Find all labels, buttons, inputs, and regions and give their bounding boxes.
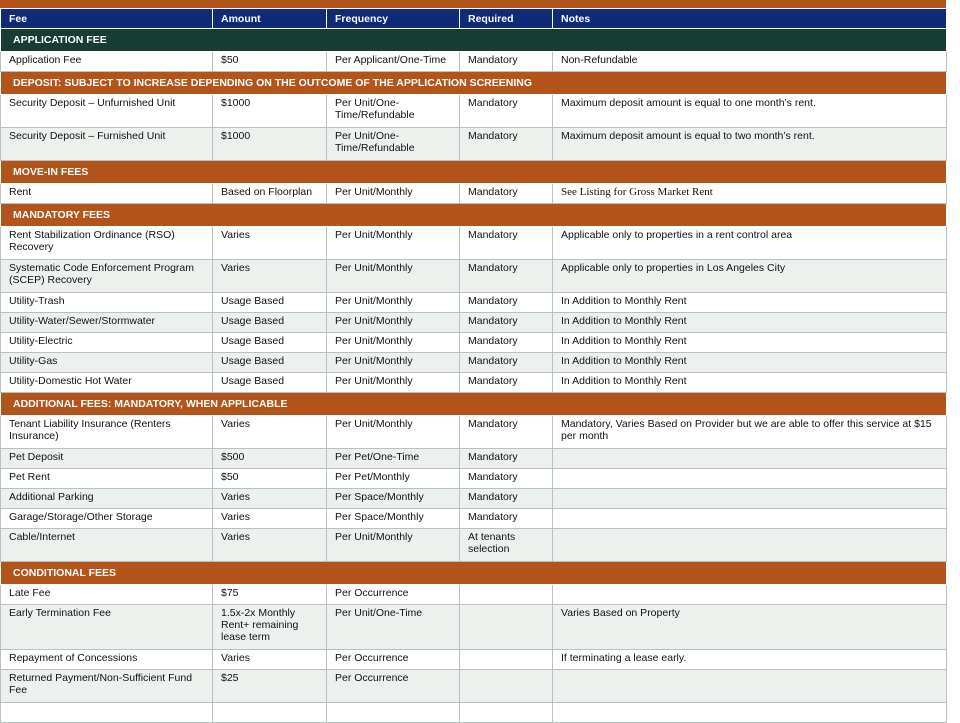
column-header-frequency: Frequency [327, 9, 460, 29]
notes-cell [553, 585, 947, 605]
notes-cell: In Addition to Monthly Rent [553, 373, 947, 393]
table-row [1, 293, 947, 313]
fee-cell: Utility-Water/Sewer/Stormwater [1, 313, 213, 333]
table-row [1, 333, 947, 353]
fee-cell: Security Deposit – Unfurnished Unit [1, 95, 213, 128]
frequency-cell: Per Occurrence [327, 585, 460, 605]
amount-cell: $75 [213, 585, 327, 605]
table-row [1, 227, 947, 260]
frequency-cell: Per Unit/Monthly [327, 333, 460, 353]
frequency-cell: Per Occurrence [327, 650, 460, 670]
fee-cell: Utility-Gas [1, 353, 213, 373]
notes-cell: Applicable only to properties in Los Angeles City [553, 260, 947, 293]
required-cell [460, 585, 553, 605]
notes-cell: Varies Based on Property [553, 605, 947, 650]
amount-cell: 1.5x-2x Monthly Rent+ remaining lease term [213, 605, 327, 650]
notes-cell: See Listing for Gross Market Rent [553, 184, 947, 204]
frequency-cell: Per Pet/One-Time [327, 449, 460, 469]
table-row [1, 469, 947, 489]
table-row [1, 184, 947, 204]
section-title: MOVE-IN FEES [1, 161, 947, 184]
fee-cell: Systematic Code Enforcement Program (SCEP) Recovery [1, 260, 213, 293]
fee-cell: Utility-Domestic Hot Water [1, 373, 213, 393]
fee-cell: Utility-Trash [1, 293, 213, 313]
fee-cell: Garage/Storage/Other Storage [1, 509, 213, 529]
frequency-cell: Per Applicant/One-Time [327, 52, 460, 72]
frequency-cell: Per Pet/Monthly [327, 469, 460, 489]
required-cell: Mandatory [460, 353, 553, 373]
amount-cell: $1000 [213, 128, 327, 161]
required-cell: Mandatory [460, 313, 553, 333]
notes-cell: In Addition to Monthly Rent [553, 293, 947, 313]
fee-cell: Repayment of Concessions [1, 650, 213, 670]
section-header-row [1, 393, 947, 416]
column-header-fee: Fee [1, 9, 213, 29]
required-cell [460, 670, 553, 703]
required-cell: Mandatory [460, 52, 553, 72]
amount-cell: Varies [213, 650, 327, 670]
amount-cell: $50 [213, 52, 327, 72]
required-cell: Mandatory [460, 95, 553, 128]
fee-cell: Early Termination Fee [1, 605, 213, 650]
notes-cell [553, 469, 947, 489]
amount-cell: Varies [213, 489, 327, 509]
notes-cell [553, 670, 947, 703]
notes-cell [553, 449, 947, 469]
frequency-cell: Per Unit/Monthly [327, 373, 460, 393]
frequency-cell: Per Unit/Monthly [327, 353, 460, 373]
table-row [1, 650, 947, 670]
amount-cell: $50 [213, 469, 327, 489]
notes-cell: Maximum deposit amount is equal to two month’s rent. [553, 128, 947, 161]
frequency-cell: Per Unit/Monthly [327, 293, 460, 313]
fee-cell: Additional Parking [1, 489, 213, 509]
frequency-cell: Per Space/Monthly [327, 489, 460, 509]
section-title: ADDITIONAL FEES: MANDATORY, WHEN APPLICABLE [1, 393, 947, 416]
amount-cell: Usage Based [213, 333, 327, 353]
table-row [1, 373, 947, 393]
notes-cell: Mandatory, Varies Based on Provider but we are able to offer this service at $15 per month [553, 416, 947, 449]
notes-cell [553, 489, 947, 509]
notes-cell: In Addition to Monthly Rent [553, 353, 947, 373]
frequency-cell: Per Unit/One-Time/Refundable [327, 95, 460, 128]
section-title: DEPOSIT: SUBJECT TO INCREASE DEPENDING ON THE OUTCOME OF THE APPLICATION SCREENING [1, 72, 947, 95]
table-row [1, 416, 947, 449]
notes-cell: Non-Refundable [553, 52, 947, 72]
fee-cell: Cable/Internet [1, 529, 213, 562]
amount-cell: Varies [213, 260, 327, 293]
notes-cell: In Addition to Monthly Rent [553, 313, 947, 333]
table-row [1, 128, 947, 161]
required-cell: Mandatory [460, 184, 553, 204]
table-row [1, 52, 947, 72]
section-header-row [1, 72, 947, 95]
fee-cell: Late Fee [1, 585, 213, 605]
frequency-cell: Per Unit/Monthly [327, 313, 460, 333]
table-header-row [1, 9, 947, 29]
fee-schedule-table [0, 8, 947, 723]
frequency-cell: Per Unit/One-Time [327, 605, 460, 650]
table-row [1, 313, 947, 333]
amount-cell: Varies [213, 529, 327, 562]
fee-cell: Pet Deposit [1, 449, 213, 469]
table-row [1, 353, 947, 373]
fee-cell: Utility-Electric [1, 333, 213, 353]
required-cell: Mandatory [460, 227, 553, 260]
notes-cell: Applicable only to properties in a rent control area [553, 227, 947, 260]
notes-cell [553, 509, 947, 529]
fee-cell: Security Deposit – Furnished Unit [1, 128, 213, 161]
amount-cell: Varies [213, 227, 327, 260]
required-cell: Mandatory [460, 416, 553, 449]
fee-cell: Tenant Liability Insurance (Renters Insurance) [1, 416, 213, 449]
section-title: MANDATORY FEES [1, 204, 947, 227]
table-row [1, 509, 947, 529]
required-cell [460, 605, 553, 650]
section-header-row [1, 562, 947, 585]
column-header-amount: Amount [213, 9, 327, 29]
required-cell: Mandatory [460, 449, 553, 469]
section-header-row [1, 161, 947, 184]
notes-cell [553, 529, 947, 562]
table-row [1, 260, 947, 293]
amount-cell: $25 [213, 670, 327, 703]
frequency-cell: Per Unit/Monthly [327, 416, 460, 449]
amount-cell: Usage Based [213, 373, 327, 393]
section-title: APPLICATION FEE [1, 29, 947, 52]
required-cell: Mandatory [460, 333, 553, 353]
required-cell: Mandatory [460, 489, 553, 509]
frequency-cell: Per Unit/Monthly [327, 260, 460, 293]
table-row [1, 95, 947, 128]
section-title: CONDITIONAL FEES [1, 562, 947, 585]
amount-cell: Usage Based [213, 353, 327, 373]
frequency-cell: Per Unit/Monthly [327, 184, 460, 204]
frequency-cell: Per Unit/Monthly [327, 227, 460, 260]
amount-cell: Usage Based [213, 293, 327, 313]
required-cell: Mandatory [460, 260, 553, 293]
section-header-row [1, 204, 947, 227]
required-cell: Mandatory [460, 128, 553, 161]
fee-cell: Pet Rent [1, 469, 213, 489]
section-header-row [1, 29, 947, 52]
table-row [1, 449, 947, 469]
table-row [1, 605, 947, 650]
amount-cell: $1000 [213, 95, 327, 128]
column-header-required: Required [460, 9, 553, 29]
notes-cell: Maximum deposit amount is equal to one month’s rent. [553, 95, 947, 128]
frequency-cell: Per Space/Monthly [327, 509, 460, 529]
table-row [1, 585, 947, 605]
fee-cell: Rent Stabilization Ordinance (RSO) Recovery [1, 227, 213, 260]
required-cell [460, 650, 553, 670]
table-row [1, 670, 947, 703]
fee-cell: Application Fee [1, 52, 213, 72]
amount-cell: Varies [213, 416, 327, 449]
notes-cell: In Addition to Monthly Rent [553, 333, 947, 353]
required-cell: Mandatory [460, 293, 553, 313]
top-accent-bar [0, 0, 946, 8]
column-header-notes: Notes [553, 9, 947, 29]
table-row [1, 489, 947, 509]
required-cell: Mandatory [460, 509, 553, 529]
amount-cell: $500 [213, 449, 327, 469]
frequency-cell: Per Unit/Monthly [327, 529, 460, 562]
fee-cell: Rent [1, 184, 213, 204]
frequency-cell: Per Occurrence [327, 670, 460, 703]
required-cell: Mandatory [460, 373, 553, 393]
frequency-cell: Per Unit/One-Time/Refundable [327, 128, 460, 161]
required-cell: Mandatory [460, 469, 553, 489]
amount-cell: Usage Based [213, 313, 327, 333]
required-cell: At tenants selection [460, 529, 553, 562]
amount-cell: Based on Floorplan [213, 184, 327, 204]
table-row [1, 529, 947, 562]
fee-cell: Returned Payment/Non-Sufficient Fund Fee [1, 670, 213, 703]
amount-cell: Varies [213, 509, 327, 529]
notes-cell: If terminating a lease early. [553, 650, 947, 670]
